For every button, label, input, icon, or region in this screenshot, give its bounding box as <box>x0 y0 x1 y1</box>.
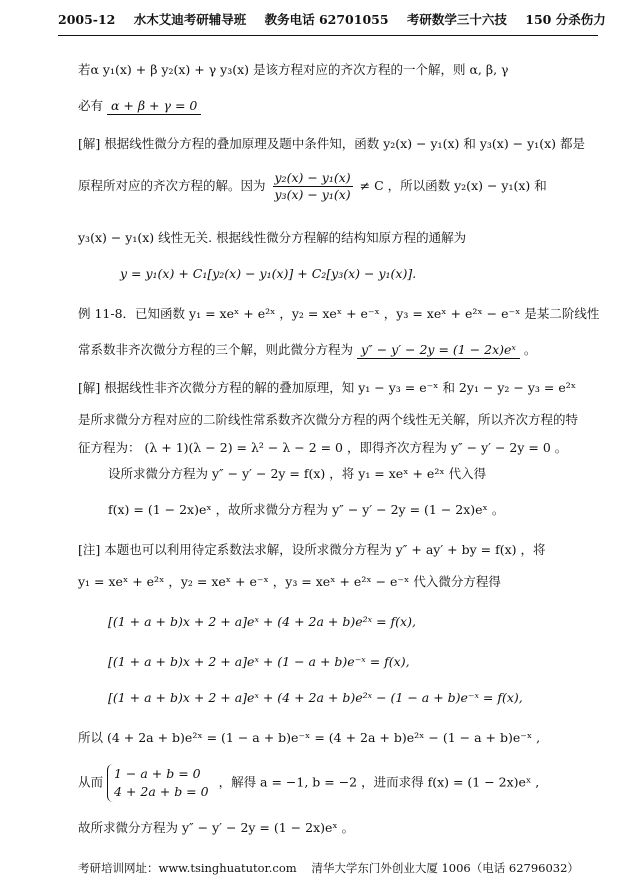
line-4-suffix: ≠ C ，所以函数 y₂(x) − y₁(x) 和 <box>359 178 547 193</box>
header-org: 水木艾迪考研辅导班 <box>133 12 247 27</box>
note-line-1: [注] 本题也可以利用待定系数法求解，设所求微分方程为 y″ + ay′ + by = f(x) ，将 <box>78 542 546 557</box>
text-line-5: y₃(x) − y₁(x) 线性无关. 根据线性微分方程解的结构知原方程的通解为 <box>78 230 467 245</box>
header-subtitle: 150 分杀伤力 <box>525 12 606 27</box>
page-header <box>58 10 606 28</box>
text-line-4 <box>78 170 547 203</box>
final-answer-line: 故所求微分方程为 y″ − y′ − 2y = (1 − 2x)eˣ 。 <box>78 820 355 835</box>
line-2-prefix: 必有 <box>78 98 104 113</box>
general-solution: y = y₁(x) + C₁[y₂(x) − y₁(x)] + C₂[y₃(x) − y₁(x)]. <box>120 266 417 281</box>
text-line-11: 征方程为： (λ + 1)(λ − 2) = λ² − λ − 2 = 0 ，即得齐次方程为 y″ − y′ − 2y = 0 。 <box>78 440 568 455</box>
equation-4: 所以 (4 + 2a + b)e²ˣ = (1 − a + b)e⁻ˣ = (4 + 2a + b)e²ˣ − (1 − a + b)e⁻ˣ , <box>78 730 541 745</box>
equation-system <box>107 764 209 802</box>
header-title: 考研数学三十六技 <box>406 12 507 27</box>
header-phone: 教务电话 62701055 <box>264 12 389 27</box>
note-line-2: y₁ = xeˣ + e²ˣ ，y₂ = xeˣ + e⁻ˣ ，y₃ = xeˣ + e²ˣ − e⁻ˣ 代入微分方程得 <box>78 574 501 589</box>
text-line-10: 是所求微分方程对应的二阶线性常系数齐次微分方程的两个线性无关解，所以齐次方程的特 <box>78 412 579 427</box>
text-line-13: f(x) = (1 − 2x)eˣ ，故所求微分方程为 y″ − y′ − 2y = (1 − 2x)eˣ 。 <box>108 502 505 517</box>
line-20-suffix: ，解得 a = −1, b = −2 ，进而求得 f(x) = (1 − 2x)eˣ , <box>218 774 540 790</box>
header-rule <box>58 35 598 36</box>
equation-1: [(1 + a + b)x + 2 + a]eˣ + (4 + 2a + b)e²ˣ = f(x), <box>108 614 416 629</box>
text-line-8 <box>78 342 536 359</box>
answer-box-1: α + β + γ = 0 <box>107 98 201 115</box>
page-footer <box>78 860 579 876</box>
system-equation-1: 1 − a + b = 0 <box>114 766 201 781</box>
line-8-suffix: 。 <box>523 342 537 357</box>
text-line-20 <box>78 764 539 802</box>
fraction-denominator: y₃(x) − y₁(x) <box>274 187 351 202</box>
example-11-8: 例 11-8．已知函数 y₁ = xeˣ + e²ˣ ，y₂ = xeˣ + e⁻ˣ ，y₃ = xeˣ + e²ˣ − e⁻ˣ 是某二阶线性 <box>78 306 600 321</box>
answer-box-2: y″ − y′ − 2y = (1 − 2x)eˣ <box>357 342 520 359</box>
text-line-2 <box>78 98 201 115</box>
system-equation-2: 4 + 2a + b = 0 <box>114 784 209 799</box>
text-line-3: [解] 根据线性微分方程的叠加原理及题中条件知，函数 y₂(x) − y₁(x) 和 y₃(x) − y₁(x) 都是 <box>78 136 585 151</box>
footer-address: 清华大学东门外创业大厦 1006（电话 62796032） <box>311 861 579 875</box>
line-20-prefix: 从而 <box>78 774 104 790</box>
fraction <box>273 170 353 203</box>
header-date: 2005-12 <box>58 12 116 27</box>
line-4-prefix: 原程所对应的齐次方程的解。因为 <box>78 178 266 193</box>
text-line-9: [解] 根据线性非齐次微分方程的解的叠加原理，知 y₁ − y₃ = e⁻ˣ 和 2y₁ − y₂ − y₃ = e²ˣ <box>78 380 577 395</box>
text-line-1: 若α y₁(x) + β y₂(x) + γ y₃(x) 是该方程对应的齐次方程的一个解，则 α, β, γ <box>78 62 509 77</box>
equation-3: [(1 + a + b)x + 2 + a]eˣ + (4 + 2a + b)e²ˣ − (1 − a + b)e⁻ˣ = f(x), <box>108 690 523 705</box>
line-8-prefix: 常系数非齐次微分方程的三个解，则此微分方程为 <box>78 342 354 357</box>
footer-site: 考研培训网址：www.tsinghuatutor.com <box>78 861 297 875</box>
fraction-numerator: y₂(x) − y₁(x) <box>274 170 351 185</box>
equation-2: [(1 + a + b)x + 2 + a]eˣ + (1 − a + b)e⁻ˣ = f(x), <box>108 654 410 669</box>
text-line-12: 设所求微分方程为 y″ − y′ − 2y = f(x) ，将 y₁ = xeˣ + e²ˣ 代入得 <box>108 466 487 481</box>
